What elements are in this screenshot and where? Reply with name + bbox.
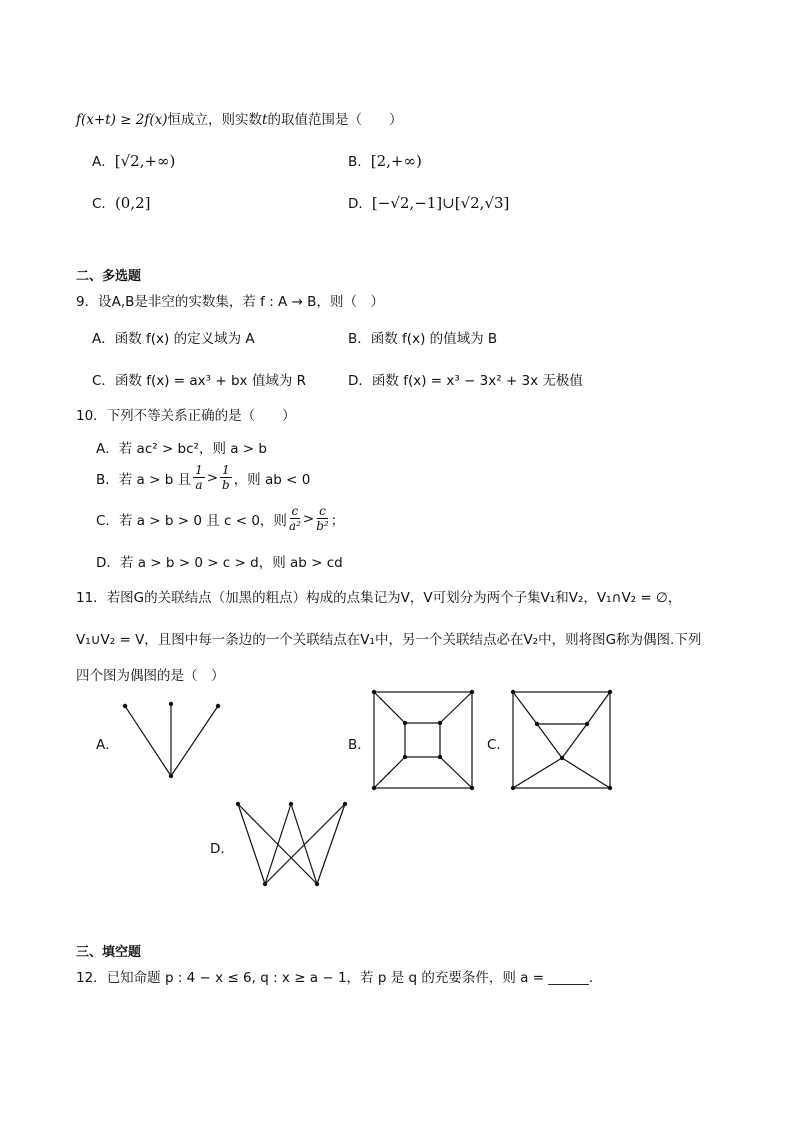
option-text: (0,2] <box>114 194 151 212</box>
q10-number: 10． <box>76 408 107 424</box>
option-text: 函数 f(x) 的值域为 B <box>370 331 498 347</box>
comparison-sign: > <box>302 510 315 527</box>
option-text: [−√2,−1]∪[√2,√3] <box>371 194 510 212</box>
vertex <box>289 802 293 806</box>
comparison-sign: > <box>206 469 219 486</box>
q11-line2: V₁∪V₂ = V，且图中每一条边的一个关联结点在V₁中，另一个关联结点必在V₂中，则将图G称为偶图.下列 <box>76 632 702 648</box>
q8-stem-var: t <box>262 112 268 128</box>
vertex <box>123 704 127 708</box>
option-text-post: ； <box>330 512 345 529</box>
option-label: D． <box>348 196 372 212</box>
option-text: 函数 f(x) = ax³ + bx 值域为 R <box>114 373 306 389</box>
vertex <box>585 722 589 726</box>
option-text: 函数 f(x) 的定义域为 A <box>114 331 255 347</box>
vertex <box>535 722 539 726</box>
q12-text: 已知命题 p : 4 − x ≤ 6, q : x ≥ a − 1，若 p 是 q 的充要条件，则 a = ______． <box>106 970 603 986</box>
vertex <box>511 690 515 694</box>
option-label: C． <box>92 196 115 212</box>
vertex <box>372 690 376 694</box>
q11-text-line1: 若图G的关联结点（加黑的粗点）构成的点集记为V，V可划分为两个子集V₁和V₂，V₁∩V₂ = ∅， <box>106 590 682 606</box>
vertex <box>608 786 612 790</box>
option-label: B． <box>96 471 119 488</box>
option-text: [√2,+∞) <box>114 152 176 170</box>
fraction-numerator: 1 <box>222 463 230 477</box>
q10-stem-text: 下列不等关系正确的是（ ） <box>106 408 296 424</box>
option-label: C． <box>92 373 115 389</box>
vertex <box>315 882 319 886</box>
vertex <box>470 786 474 790</box>
option-label: D． <box>348 373 372 389</box>
option-label: A． <box>92 331 115 347</box>
option-text: 函数 f(x) = x³ − 3x² + 3x 无极值 <box>371 373 583 389</box>
option-text-pre: 若 a > b > 0 且 c < 0，则 <box>118 512 287 529</box>
vertex <box>343 802 347 806</box>
vertex <box>511 786 515 790</box>
q9-stem-text: 设A,B是非空的实数集，若 f : A → B，则（ ） <box>98 294 384 310</box>
option-text-pre: 若 a > b 且 <box>118 471 192 488</box>
q11-number: 11． <box>76 590 107 606</box>
option-label: A． <box>92 154 115 170</box>
section-title-fill-blank: 三、填空题 <box>76 945 142 960</box>
option-text: 若 ac² > bc²，则 a > b <box>118 441 267 457</box>
q11-line3: 四个图为偶图的是（ ） <box>76 668 225 684</box>
figure-d-label: D． <box>210 841 234 857</box>
vertex <box>560 756 564 760</box>
fraction-denominator: b² <box>316 519 329 533</box>
fraction-denominator: b <box>222 478 230 492</box>
figure-b-label: B． <box>348 737 371 753</box>
option-text: 若 a > b > 0 > c > d，则 ab > cd <box>119 555 343 571</box>
option-label: D． <box>96 555 120 571</box>
option-label: C． <box>96 512 119 529</box>
vertex <box>263 882 267 886</box>
fraction-numerator: c <box>319 504 326 518</box>
option-label: A． <box>96 441 119 457</box>
figure-c-label: C． <box>487 737 510 753</box>
q8-stem-math: f(x+t) ≥ 2f(x) <box>76 112 168 128</box>
q12-stem <box>76 966 602 986</box>
fraction-denominator: a² <box>288 519 301 533</box>
vertex <box>403 721 407 725</box>
vertex <box>438 755 442 759</box>
vertex <box>608 690 612 694</box>
q12-number: 12． <box>76 970 107 986</box>
vertex <box>236 802 240 806</box>
vertex <box>372 786 376 790</box>
vertex <box>470 690 474 694</box>
q9-number: 9． <box>76 294 99 310</box>
vertex <box>169 774 173 778</box>
option-label: B． <box>348 154 371 170</box>
option-label: B． <box>348 331 371 347</box>
vertex <box>169 702 173 706</box>
vertex <box>216 704 220 708</box>
q8-stem-tail: 的取值范围是（ ） <box>267 112 403 128</box>
q8-stem-text: 恒成立，则实数 <box>167 112 263 128</box>
vertex <box>438 721 442 725</box>
vertex <box>403 755 407 759</box>
fraction-numerator: 1 <box>195 463 203 477</box>
figure-a-label: A． <box>96 737 119 753</box>
fraction-numerator: c <box>291 504 299 518</box>
option-text-post: ，则 ab < 0 <box>233 471 311 488</box>
fraction-denominator: a <box>195 478 203 492</box>
section-title-multi-choice: 二、多选题 <box>76 269 142 284</box>
option-text: [2,+∞) <box>370 152 422 170</box>
